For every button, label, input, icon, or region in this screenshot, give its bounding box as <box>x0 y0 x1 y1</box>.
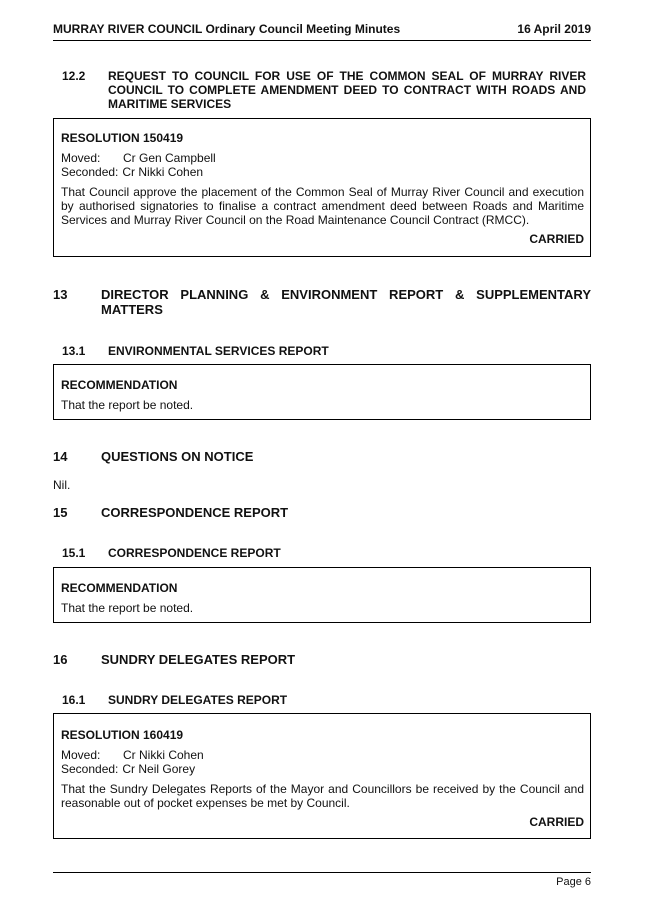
header-rule <box>53 40 591 41</box>
section-13-title-line2: MATTERS <box>101 302 163 317</box>
moved-row <box>61 748 584 762</box>
item-16-1-title: SUNDRY DELEGATES REPORT <box>108 693 288 707</box>
header-date: 16 April 2019 <box>517 22 591 36</box>
moved-row <box>61 151 584 165</box>
item-15-1-title: CORRESPONDENCE REPORT <box>108 546 281 560</box>
seconded-label: Seconded: <box>61 165 119 179</box>
recommendation-heading: RECOMMENDATION <box>61 581 178 595</box>
recommendation-heading: RECOMMENDATION <box>61 378 178 392</box>
resolution-150419-box <box>53 118 591 257</box>
recommendation-text: That the report be noted. <box>61 398 194 412</box>
moved-by: Cr Gen Campbell <box>123 151 216 165</box>
item-12-2-number: 12.2 <box>62 69 86 83</box>
section-13-title <box>101 287 591 317</box>
page-header <box>53 22 591 38</box>
item-12-2-title <box>108 69 586 111</box>
moved-by: Cr Nikki Cohen <box>123 748 204 762</box>
page-number: Page 6 <box>556 876 591 888</box>
item-13-1-number: 13.1 <box>62 344 86 358</box>
item-16-1-number: 16.1 <box>62 693 86 707</box>
item-12-2-title-line3: MARITIME SERVICES <box>108 97 232 111</box>
moved-label: Moved: <box>61 151 101 165</box>
section-15-title: CORRESPONDENCE REPORT <box>101 505 289 520</box>
item-13-1-title: ENVIRONMENTAL SERVICES REPORT <box>108 344 329 358</box>
section-14-title: QUESTIONS ON NOTICE <box>101 449 254 464</box>
footer-rule <box>53 872 591 873</box>
seconded-by: Cr Nikki Cohen <box>122 165 204 179</box>
item-15-1-number: 15.1 <box>62 546 86 560</box>
resolution-heading: RESOLUTION 150419 <box>61 131 184 145</box>
section-16-number: 16 <box>53 652 68 667</box>
item-12-2-title-line2: COUNCIL TO COMPLETE AMENDMENT DEED TO CONTRACT WITH ROADS AND <box>108 83 586 97</box>
seconded-row <box>61 762 584 776</box>
resolution-result: CARRIED <box>529 815 584 829</box>
seconded-by: Cr Neil Gorey <box>122 762 196 776</box>
section-13-number: 13 <box>53 287 68 302</box>
resolution-heading: RESOLUTION 160419 <box>61 728 184 742</box>
resolution-text: That the Sundry Delegates Reports of the Mayor and Councillors be received by the Council and reasonable out of pocket expenses be met by Council. <box>61 782 584 810</box>
resolution-text: That Council approve the placement of the Common Seal of Murray River Council and execution by authorised signatories to finalise a contract amendment deed between Roads and Maritime Services and Murray River Council on the Road Maintenance Council Contract (RMCC). <box>61 185 584 227</box>
section-14-number: 14 <box>53 449 68 464</box>
section-16-title: SUNDRY DELEGATES REPORT <box>101 652 296 667</box>
seconded-label: Seconded: <box>61 762 119 776</box>
header-title: MURRAY RIVER COUNCIL Ordinary Council Meeting Minutes <box>53 22 401 36</box>
resolution-160419-box <box>53 713 591 839</box>
section-15-number: 15 <box>53 505 68 520</box>
recommendation-text: That the report be noted. <box>61 601 194 615</box>
section-14-body: Nil. <box>53 478 71 492</box>
recommendation-13-1-box <box>53 364 591 420</box>
moved-label: Moved: <box>61 748 101 762</box>
recommendation-15-1-box <box>53 567 591 623</box>
item-12-2-title-line1: REQUEST TO COUNCIL FOR USE OF THE COMMON SEAL OF MURRAY RIVER <box>108 69 586 83</box>
section-13-title-line1: DIRECTOR PLANNING & ENVIRONMENT REPORT & SUPPLEMENTARY <box>101 287 591 302</box>
resolution-result: CARRIED <box>529 232 584 246</box>
seconded-row <box>61 165 584 179</box>
